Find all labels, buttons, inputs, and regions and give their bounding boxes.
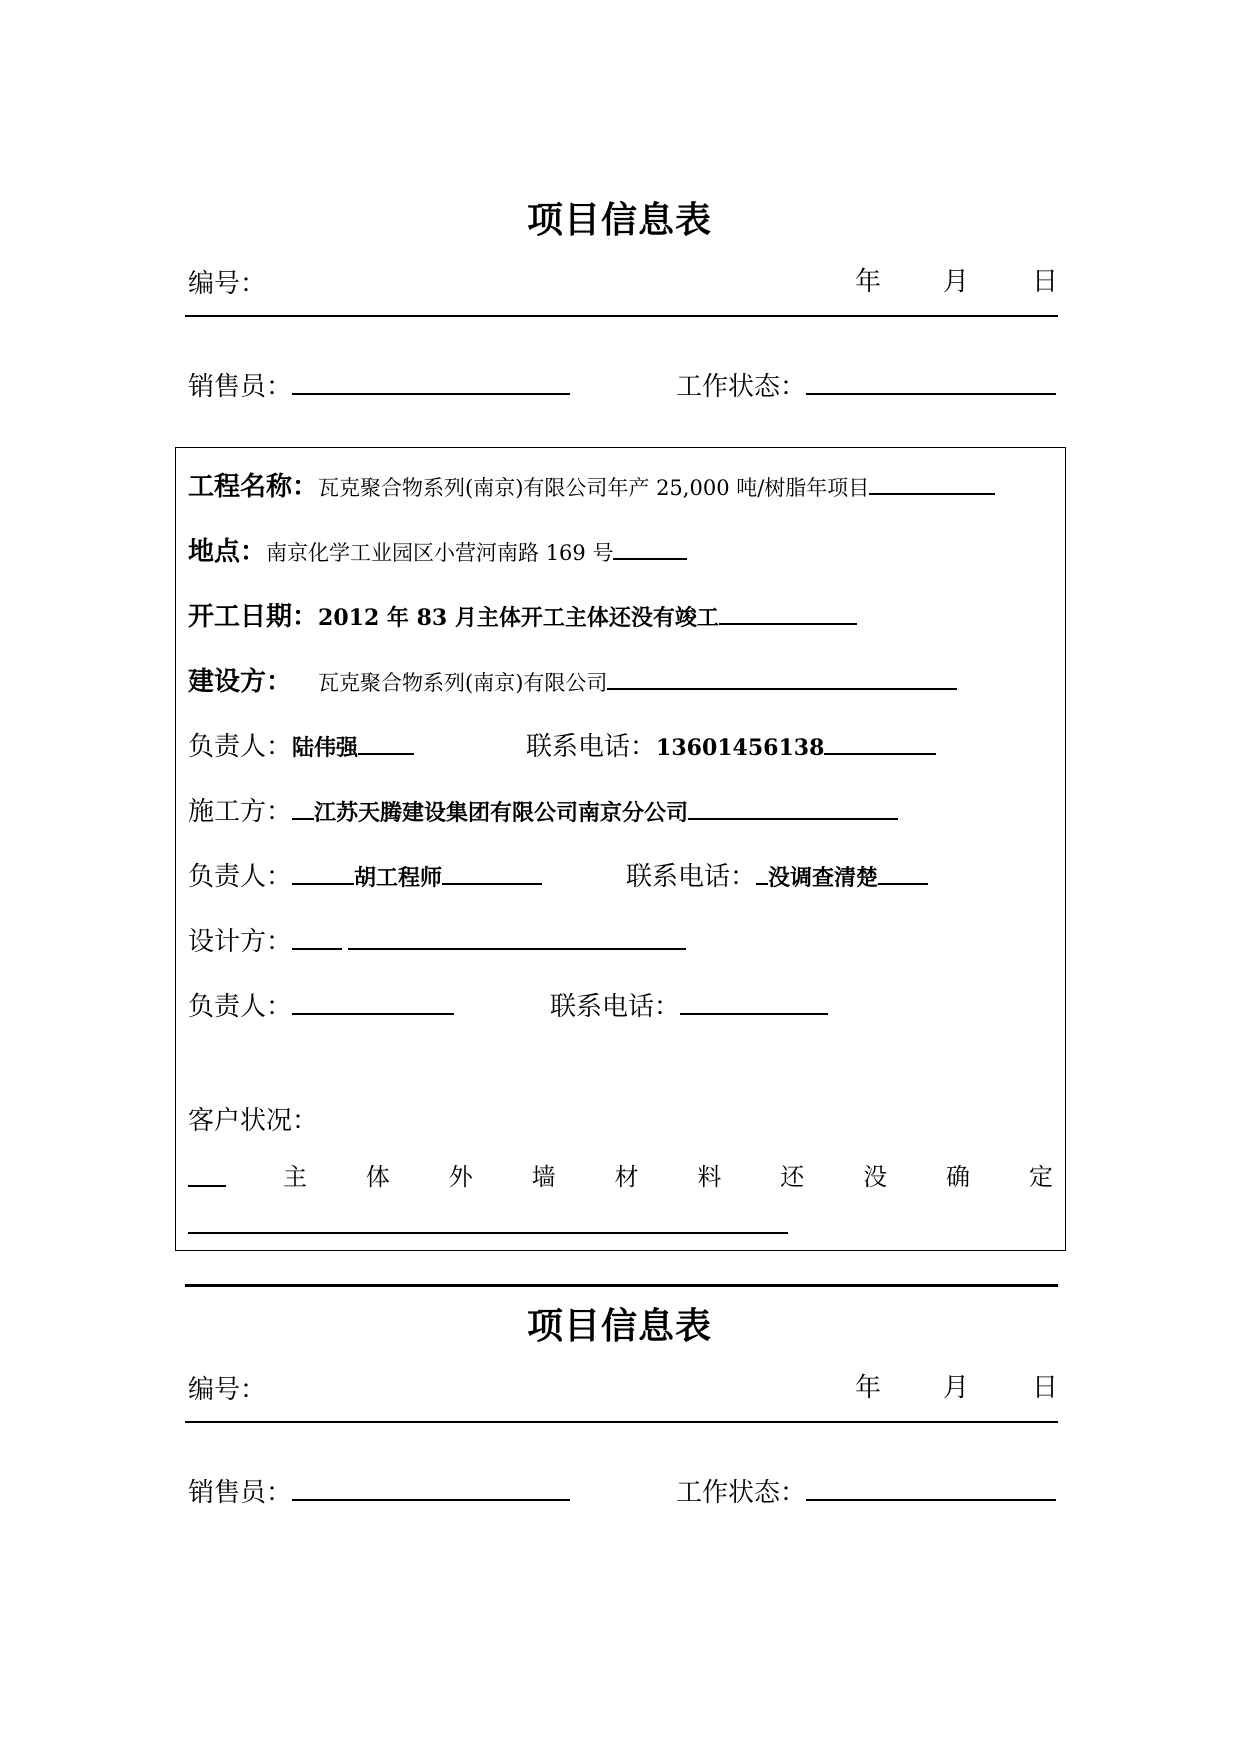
constructor-label: 施工方： bbox=[188, 797, 293, 827]
designer-phone-label: 联系电话： bbox=[550, 992, 681, 1022]
builder-contact-value: 陆伟强 bbox=[292, 735, 359, 761]
salesperson-blank[interactable] bbox=[292, 392, 570, 395]
builder-row bbox=[188, 661, 957, 698]
designer-contact-phone bbox=[550, 986, 828, 1023]
constructor-pre-blank bbox=[292, 817, 314, 820]
date-year-label-2: 年 bbox=[855, 1373, 882, 1403]
work-status-blank-2[interactable] bbox=[806, 1498, 1056, 1501]
constructor-phone-pre-blank bbox=[756, 882, 768, 885]
header-divider-2 bbox=[185, 1421, 1058, 1423]
constructor-contact-person bbox=[188, 856, 542, 893]
work-status-field-2[interactable] bbox=[676, 1472, 1056, 1509]
status-char: 没 bbox=[863, 1163, 888, 1191]
designer-phone-blank bbox=[680, 1012, 828, 1015]
work-status-field[interactable] bbox=[676, 366, 1056, 403]
builder-phone-blank bbox=[824, 752, 936, 755]
project-name-value: 瓦克聚合物系列(南京)有限公司年产 25,000 吨/树脂年项目 bbox=[318, 476, 870, 500]
number-label: 编号： bbox=[188, 269, 267, 299]
start-date-label: 开工日期： bbox=[188, 602, 319, 632]
status-char: 墙 bbox=[531, 1163, 556, 1191]
constructor-contact-value: 胡工程师 bbox=[354, 865, 443, 891]
status-char: 确 bbox=[946, 1163, 970, 1191]
salesperson-blank-2[interactable] bbox=[292, 1498, 570, 1501]
status-char: 料 bbox=[697, 1163, 722, 1191]
date-month-label: 月 bbox=[943, 267, 970, 297]
builder-contact-person bbox=[188, 726, 414, 763]
date-day-label: 日 bbox=[1032, 267, 1059, 297]
builder-label: 建设方： bbox=[188, 667, 293, 697]
designer-contact-person bbox=[188, 986, 454, 1023]
constructor-phone-label: 联系电话： bbox=[626, 862, 757, 892]
builder-value: 瓦克聚合物系列(南京)有限公司 bbox=[318, 671, 608, 695]
designer-row bbox=[188, 921, 686, 958]
section-separator bbox=[185, 1284, 1058, 1287]
status-char: 材 bbox=[614, 1163, 639, 1191]
header-divider bbox=[185, 315, 1058, 317]
form-title: 项目信息表 bbox=[527, 199, 713, 241]
builder-contact-phone bbox=[526, 726, 936, 763]
status-char: 定 bbox=[1028, 1163, 1053, 1191]
status-char: 体 bbox=[365, 1163, 390, 1191]
designer-blank-1 bbox=[292, 947, 342, 950]
designer-label: 设计方： bbox=[188, 927, 293, 957]
start-date-value: 2012 年 83 月主体开工主体还没有竣工 bbox=[318, 605, 719, 631]
project-name-blank bbox=[869, 492, 995, 495]
constructor-row bbox=[188, 791, 898, 828]
status-char: 还 bbox=[780, 1163, 805, 1191]
start-date-row bbox=[188, 596, 857, 633]
number-label-2: 编号： bbox=[188, 1375, 267, 1405]
customer-status-label: 客户状况： bbox=[188, 1106, 319, 1136]
builder-phone-label: 联系电话： bbox=[526, 732, 657, 762]
constructor-blank bbox=[688, 817, 898, 820]
date-month-label-2: 月 bbox=[943, 1373, 970, 1403]
work-status-blank[interactable] bbox=[806, 392, 1056, 395]
constructor-contact-label: 负责人： bbox=[188, 862, 293, 892]
builder-contact-blank bbox=[358, 752, 414, 755]
location-value: 南京化学工业园区小营河南路 169 号 bbox=[266, 541, 614, 565]
work-status-label-2: 工作状态： bbox=[676, 1478, 807, 1508]
start-date-blank bbox=[719, 622, 857, 625]
status-char: 外 bbox=[448, 1163, 473, 1191]
location-label: 地点： bbox=[188, 537, 267, 567]
constructor-contact-phone bbox=[626, 856, 928, 893]
work-status-label: 工作状态： bbox=[676, 372, 807, 402]
builder-phone-value: 13601456138 bbox=[656, 735, 825, 761]
customer-status-text bbox=[283, 1157, 1053, 1192]
designer-contact-blank bbox=[292, 1012, 454, 1015]
location-blank bbox=[613, 557, 687, 560]
designer-blank-2 bbox=[348, 947, 686, 950]
customer-status-blank bbox=[188, 1232, 788, 1234]
location-row bbox=[188, 531, 687, 568]
date-year-label: 年 bbox=[855, 267, 882, 297]
project-name-label: 工程名称： bbox=[188, 472, 319, 502]
project-name-row bbox=[188, 466, 995, 503]
form-title-2: 项目信息表 bbox=[527, 1305, 713, 1347]
constructor-contact-blank bbox=[442, 882, 542, 885]
salesperson-label: 销售员： bbox=[188, 372, 293, 402]
designer-contact-label: 负责人： bbox=[188, 992, 293, 1022]
salesperson-label-2: 销售员： bbox=[188, 1478, 293, 1508]
customer-status-lead-blank bbox=[188, 1163, 226, 1187]
constructor-phone-blank bbox=[878, 882, 928, 885]
date-day-label-2: 日 bbox=[1032, 1373, 1059, 1403]
constructor-value: 江苏天腾建设集团有限公司南京分公司 bbox=[314, 800, 689, 826]
builder-contact-label: 负责人： bbox=[188, 732, 293, 762]
salesperson-field-2[interactable] bbox=[188, 1472, 570, 1509]
builder-blank bbox=[607, 687, 957, 690]
status-char: 主 bbox=[283, 1163, 307, 1191]
constructor-phone-value: 没调查清楚 bbox=[768, 865, 879, 891]
constructor-contact-pre-blank bbox=[292, 882, 354, 885]
salesperson-field[interactable] bbox=[188, 366, 570, 403]
